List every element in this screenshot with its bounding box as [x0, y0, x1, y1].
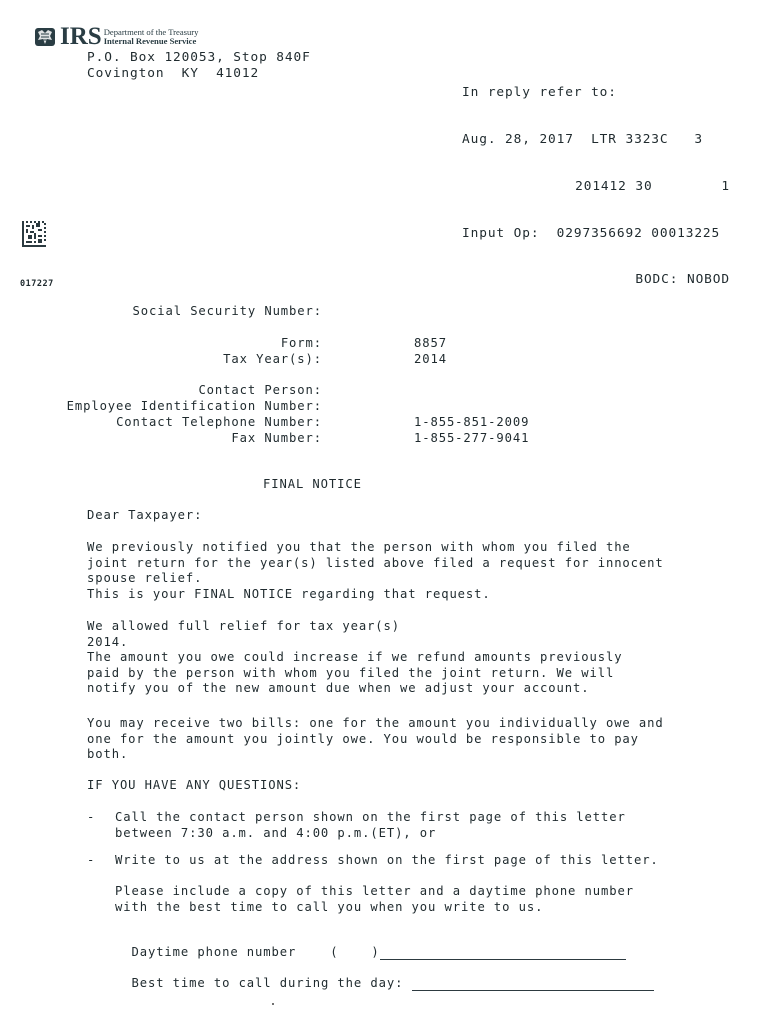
reference-code: 201412 30 1 — [575, 178, 730, 194]
datamatrix-barcode-icon — [22, 221, 46, 247]
paragraph-line: This is your FINAL NOTICE regarding that request. — [87, 586, 491, 601]
field-ssn — [0, 304, 780, 320]
agency-line-1: Department of the Treasury — [103, 27, 199, 37]
address-line-1: P.O. Box 120053, Stop 840F — [87, 50, 311, 65]
agency-name — [104, 28, 199, 46]
paragraph-line: one for the amount you jointly owe. You would be responsible to pay — [87, 731, 639, 746]
paragraph-line: both. — [87, 747, 129, 762]
area-code-parens: ( ) — [330, 944, 380, 959]
paragraph-line: The amount you owe could increase if we refund amounts previously — [87, 650, 623, 665]
bullet-call — [115, 810, 626, 841]
address-line-2: Covington KY 41012 — [87, 65, 260, 81]
paragraph-1 — [87, 540, 664, 602]
return-address — [87, 50, 311, 81]
reference-input-op: Input Op: 0297356692 00013225 — [462, 225, 721, 241]
reference-bodc: BODC: NOBOD — [635, 272, 730, 288]
reference-date-letter: Aug. 28, 2017 LTR 3323C 3 — [462, 131, 703, 147]
reference-label: In reply refer to: — [462, 85, 617, 101]
scan-speck — [272, 1003, 274, 1005]
field-label: Form: — [280, 336, 322, 350]
include-note — [115, 884, 634, 915]
paragraph-line: notify you of the new amount due when we adjust your account. — [87, 681, 590, 696]
taxpayer-fields — [0, 304, 780, 445]
salutation: Dear Taxpayer: — [87, 508, 203, 522]
field-value: 2014 — [414, 352, 447, 366]
field-label: Contact Telephone Number: — [116, 415, 322, 429]
paragraph-3 — [87, 716, 664, 763]
note-line: Please include a copy of this letter and a daytime phone number — [115, 884, 634, 898]
irs-eagle-icon — [34, 26, 56, 48]
notice-title: FINAL NOTICE — [263, 477, 362, 491]
daytime-phone-field[interactable] — [380, 947, 626, 960]
field-contact-telephone — [0, 415, 780, 431]
paragraph-line: You may receive two bills: one for the amount you individually owe and — [87, 716, 664, 730]
field-label: Tax Year(s): — [223, 352, 322, 366]
field-label: Contact Person: — [198, 383, 322, 397]
best-time-row — [115, 960, 654, 991]
note-line: with the best time to call you when you write to us. — [115, 899, 544, 914]
field-value: 1-855-851-2009 — [414, 415, 530, 429]
bullet-line: between 7:30 a.m. and 4:00 p.m.(ET), or — [115, 825, 437, 840]
field-label: Employee Identification Number: — [66, 399, 322, 413]
questions-heading: IF YOU HAVE ANY QUESTIONS: — [87, 778, 302, 792]
paragraph-line: 2014. — [87, 634, 129, 649]
paragraph-line: paid by the person with whom you filed the joint return. We will — [87, 665, 615, 680]
paragraph-line: joint return for the year(s) listed above filed a request for innocent — [87, 555, 664, 570]
document-number: 017227 — [20, 279, 54, 289]
field-tax-year — [0, 352, 780, 368]
best-time-field[interactable] — [412, 978, 654, 991]
paragraph-2 — [87, 619, 622, 697]
field-contact-person — [0, 383, 780, 399]
field-fax — [0, 431, 780, 447]
paragraph-line: We allowed full relief for tax year(s) — [87, 619, 401, 633]
bullet-line: Call the contact person shown on the first page of this letter — [115, 810, 626, 824]
daytime-phone-row — [115, 929, 626, 960]
paragraph-line: We previously notified you that the person with whom you filed the — [87, 540, 631, 554]
agency-line-2: Internal Revenue Service — [103, 36, 197, 46]
irs-logo — [34, 24, 198, 50]
field-label: Fax Number: — [231, 431, 322, 445]
field-form — [0, 336, 780, 352]
field-label: Social Security Number: — [132, 304, 322, 318]
reference-block — [462, 54, 730, 304]
bullet-write: Write to us at the address shown on the first page of this letter. — [115, 853, 659, 867]
paragraph-line: spouse relief. — [87, 571, 203, 586]
bullet-marker: - — [87, 810, 96, 824]
field-value: 8857 — [414, 336, 447, 350]
daytime-phone-label: Daytime phone number — [131, 944, 297, 959]
irs-wordmark: IRS — [60, 23, 102, 50]
best-time-label: Best time to call during the day: — [131, 975, 404, 990]
field-value: 1-855-277-9041 — [414, 431, 530, 445]
field-employee-id — [0, 399, 780, 415]
bullet-marker: - — [87, 853, 96, 867]
